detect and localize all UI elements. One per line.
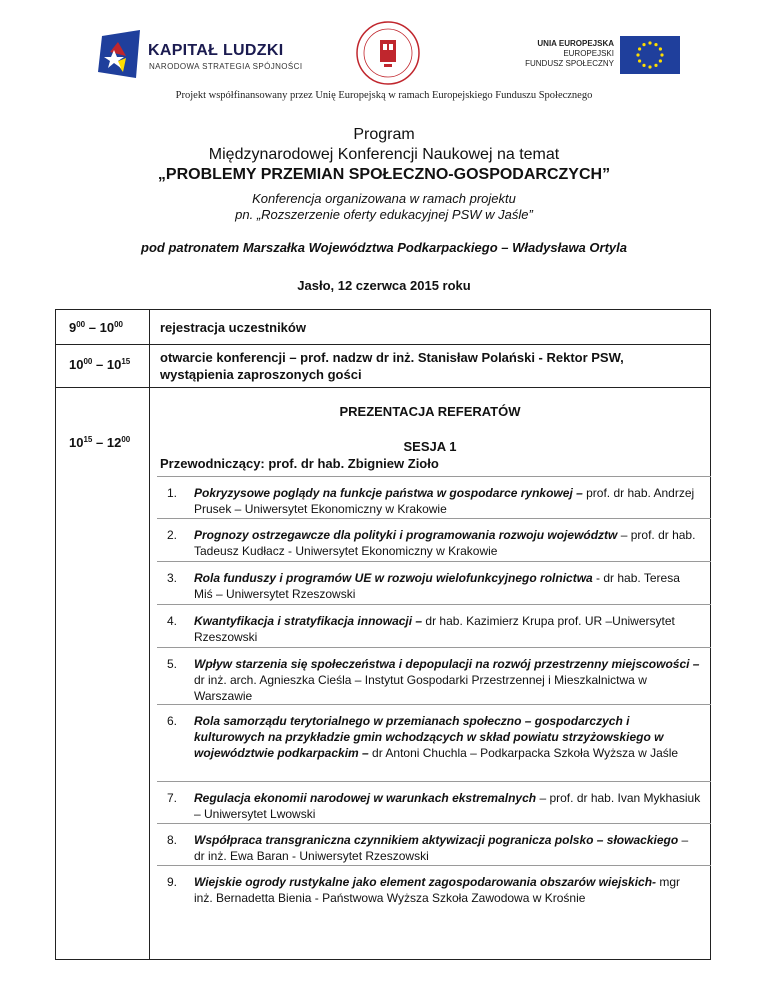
list-item: 6. Rola samorządu terytorialnego w przemianach społeczno – gospodarczych i kulturowych na przykładzie gmin wchodzących w skład powiatu strzyżowskiego w województwie podkarpackim – dr Antoni Chuchla – Podkarpacka Szkoła Wyższa w Jaśle [157,704,711,781]
row-divider [56,387,710,388]
eu-line2: EUROPEJSKI [563,49,614,58]
list-item: 5. Wpływ starzenia się społeczeństwa i depopulacji na rozwój przestrzenny miejscowości – dr inż. arch. Agnieszka Cieśla – Instytut Gospodarki Przestrzennej i Mieszkalnictwa w Warszawie [157,647,711,704]
title-block [0,125,768,223]
time-slot-3: $10^{15} - 12^{00}$ [69,435,131,450]
list-item: 9. Wiejskie ogrody rustykalne jako element zagospodarowania obszarów wiejskich- mgr inż. Bernadetta Bienia - Państwowa Wyższa Szkoła Zawodowa w Krośnie [157,865,711,910]
session-title: SESJA 1 [403,439,457,454]
kl-title: KAPITAŁ LUDZKI [148,42,284,59]
title-program: Program [353,126,415,143]
kl-subtitle: NARODOWA STRATEGIA SPÓJNOŚCI [149,62,303,71]
eu-text [498,39,614,69]
registration-text: rejestracja uczestników [160,320,306,335]
papers-list [157,476,711,910]
eu-line1: UNIA EUROPEJSKA [537,39,614,48]
section-title: PREZENTACJA REFERATÓW [339,404,521,419]
conference-date: Jasło, 12 czerwca 2015 roku [297,278,471,293]
list-item: 4. Kwantyfikacja i stratyfikacja innowacji – dr hab. Kazimierz Krupa prof. UR –Uniwersytet Rzeszowski [157,604,711,647]
eu-line3: FUNDUSZ SPOŁECZNY [525,59,614,68]
title-conference: Międzynarodowej Konferencji Naukowej na temat [208,146,560,163]
list-item: 8. Współpraca transgraniczna czynnikiem aktywizacji pogranicza polsko – słowackiego – dr inż. Ewa Baran - Uniwersytet Rzeszowski [157,823,711,865]
opening-text: otwarcie konferencji – prof. nadzw dr inż. Stanisław Polański - Rektor PSW, wystąpienia zaproszonych gości [160,350,624,382]
patronage: pod patronatem Marszałka Województwa Podkarpackiego – Władysława Ortyla [141,240,627,255]
psw-seal [355,20,421,86]
time-slot-2: $10^{00} - 10^{15}$ [69,357,131,372]
session-chair: Przewodniczący: prof. dr hab. Zbigniew Zioło [160,456,439,471]
header-logos [0,0,768,110]
row-divider [56,344,710,345]
eu-flag [620,36,680,74]
list-item: 7. Regulacja ekonomii narodowej w warunkach ekstremalnych – prof. dr hab. Ivan Mykhasiuk – Uniwersytet Lwowski [157,781,711,823]
cofinancing-line: Projekt współfinansowany przez Unię Europejską w ramach Europejskiego Funduszu Społecznego [175,90,593,101]
list-item: 2. Prognozy ostrzegawcze dla polityki i programowania rozwoju województw – prof. dr hab. Tadeusz Kudłacz - Uniwersytet Ekonomiczny w Krakowie [157,518,711,561]
subtitle-1: Konferencja organizowana w ramach projektu [252,191,516,206]
time-slot-1: $9^{00} - 10^{00}$ [69,320,123,335]
subtitle-2: pn. „Rozszerzenie oferty edukacyjnej PSW w Jaśle” [235,207,533,222]
list-item: 1. Pokryzysowe poglądy na funkcje państwa w gospodarce rynkowej – prof. dr hab. Andrzej Prusek – Uniwersytet Ekonomiczny w Krakowie [157,476,711,518]
list-item: 3. Rola funduszy i programów UE w rozwoju wielofunkcyjnego rolnictwa - dr hab. Teresa Miś – Uniwersytet Rzeszowski [157,561,711,604]
title-topic: „PROBLEMY PRZEMIAN SPOŁECZNO-GOSPODARCZYCH” [157,166,611,183]
